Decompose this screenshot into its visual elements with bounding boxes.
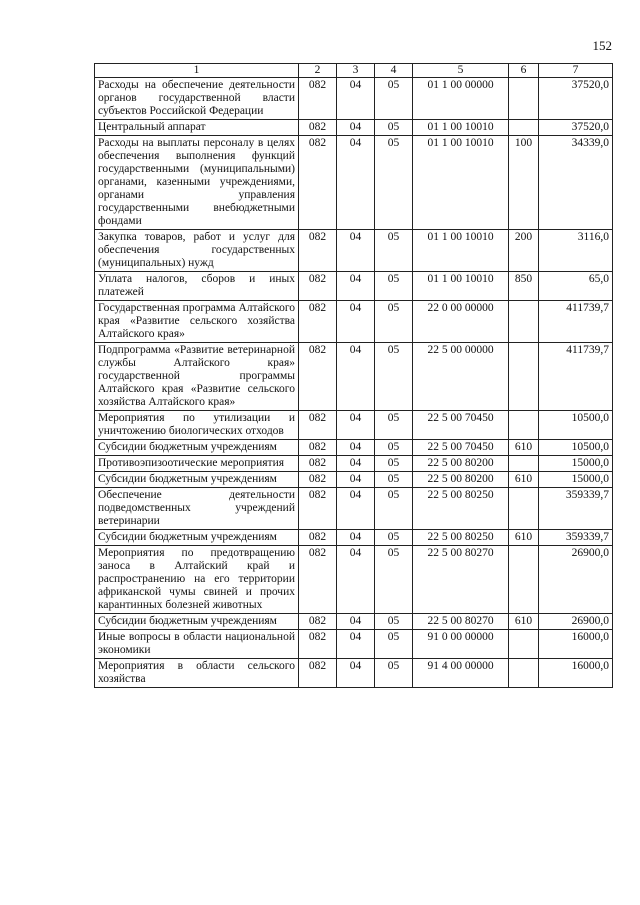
table-row bbox=[95, 614, 613, 630]
row-section-cell: 04 bbox=[337, 136, 375, 230]
row-subsection-cell: 05 bbox=[375, 78, 413, 120]
row-name-cell: Обеспечение деятельности подведомственных учреждений ветеринарии bbox=[95, 488, 299, 530]
row-admin-code-cell: 082 bbox=[299, 120, 337, 136]
table-row bbox=[95, 488, 613, 530]
row-section-cell: 04 bbox=[337, 456, 375, 472]
column-header: 7 bbox=[539, 64, 613, 78]
row-amount-cell: 359339,7 bbox=[539, 488, 613, 530]
row-expense-type-cell bbox=[509, 78, 539, 120]
row-section-cell: 04 bbox=[337, 630, 375, 659]
row-subsection-cell: 05 bbox=[375, 530, 413, 546]
row-admin-code-cell: 082 bbox=[299, 530, 337, 546]
row-amount-cell: 34339,0 bbox=[539, 136, 613, 230]
row-section-cell: 04 bbox=[337, 546, 375, 614]
page-number: 152 bbox=[592, 38, 612, 53]
row-section-cell: 04 bbox=[337, 301, 375, 343]
row-name-cell: Закупка товаров, работ и услуг для обеспечения государственных (муниципальных) нужд bbox=[95, 230, 299, 272]
row-admin-code-cell: 082 bbox=[299, 301, 337, 343]
row-name-cell: Государственная программа Алтайского края «Развитие сельского хозяйства Алтайского края» bbox=[95, 301, 299, 343]
row-target-article-cell: 91 4 00 00000 bbox=[413, 659, 509, 688]
row-expense-type-cell bbox=[509, 343, 539, 411]
header-row bbox=[95, 64, 613, 78]
table-row bbox=[95, 472, 613, 488]
row-section-cell: 04 bbox=[337, 614, 375, 630]
row-admin-code-cell: 082 bbox=[299, 472, 337, 488]
row-name-cell: Иные вопросы в области национальной экономики bbox=[95, 630, 299, 659]
row-expense-type-cell bbox=[509, 411, 539, 440]
row-admin-code-cell: 082 bbox=[299, 411, 337, 440]
row-admin-code-cell: 082 bbox=[299, 630, 337, 659]
row-amount-cell: 359339,7 bbox=[539, 530, 613, 546]
row-admin-code-cell: 082 bbox=[299, 614, 337, 630]
row-target-article-cell: 22 5 00 80270 bbox=[413, 614, 509, 630]
row-expense-type-cell bbox=[509, 659, 539, 688]
row-amount-cell: 65,0 bbox=[539, 272, 613, 301]
table-row bbox=[95, 78, 613, 120]
row-name-cell: Субсидии бюджетным учреждениям bbox=[95, 614, 299, 630]
row-expense-type-cell bbox=[509, 630, 539, 659]
row-admin-code-cell: 082 bbox=[299, 546, 337, 614]
row-section-cell: 04 bbox=[337, 343, 375, 411]
row-admin-code-cell: 082 bbox=[299, 659, 337, 688]
table-row bbox=[95, 659, 613, 688]
row-target-article-cell: 91 0 00 00000 bbox=[413, 630, 509, 659]
row-name-cell: Мероприятия по предотвращению заноса в Алтайский край и распространению на его территории африканской чумы свиней и прочих карантинных болезней животных bbox=[95, 546, 299, 614]
row-expense-type-cell: 610 bbox=[509, 440, 539, 456]
table-row bbox=[95, 630, 613, 659]
table-row bbox=[95, 230, 613, 272]
column-header: 1 bbox=[95, 64, 299, 78]
table-row bbox=[95, 530, 613, 546]
row-name-cell: Подпрограмма «Развитие ветеринарной службы Алтайского края» государственной программы Алтайского края «Развитие сельского хозяйства Алтайского края» bbox=[95, 343, 299, 411]
table-row bbox=[95, 120, 613, 136]
row-target-article-cell: 01 1 00 10010 bbox=[413, 136, 509, 230]
row-amount-cell: 16000,0 bbox=[539, 659, 613, 688]
row-subsection-cell: 05 bbox=[375, 343, 413, 411]
table-row bbox=[95, 411, 613, 440]
row-target-article-cell: 22 5 00 80250 bbox=[413, 488, 509, 530]
row-subsection-cell: 05 bbox=[375, 630, 413, 659]
row-expense-type-cell: 100 bbox=[509, 136, 539, 230]
row-name-cell: Субсидии бюджетным учреждениям bbox=[95, 440, 299, 456]
row-admin-code-cell: 082 bbox=[299, 230, 337, 272]
column-header: 2 bbox=[299, 64, 337, 78]
row-section-cell: 04 bbox=[337, 440, 375, 456]
row-subsection-cell: 05 bbox=[375, 546, 413, 614]
row-target-article-cell: 22 0 00 00000 bbox=[413, 301, 509, 343]
row-admin-code-cell: 082 bbox=[299, 440, 337, 456]
row-target-article-cell: 22 5 00 80270 bbox=[413, 546, 509, 614]
table-row bbox=[95, 272, 613, 301]
row-amount-cell: 10500,0 bbox=[539, 440, 613, 456]
row-expense-type-cell bbox=[509, 301, 539, 343]
row-name-cell: Мероприятия в области сельского хозяйства bbox=[95, 659, 299, 688]
row-amount-cell: 15000,0 bbox=[539, 456, 613, 472]
row-subsection-cell: 05 bbox=[375, 411, 413, 440]
row-target-article-cell: 22 5 00 00000 bbox=[413, 343, 509, 411]
column-header: 6 bbox=[509, 64, 539, 78]
row-section-cell: 04 bbox=[337, 230, 375, 272]
column-header: 5 bbox=[413, 64, 509, 78]
row-amount-cell: 37520,0 bbox=[539, 78, 613, 120]
row-name-cell: Расходы на выплаты персоналу в целях обеспечения выполнения функций государственными (муниципальными) органами, казенными учреждениями, органами управления государственными внебюджетными фондами bbox=[95, 136, 299, 230]
table-row bbox=[95, 546, 613, 614]
row-amount-cell: 15000,0 bbox=[539, 472, 613, 488]
column-header: 3 bbox=[337, 64, 375, 78]
row-expense-type-cell bbox=[509, 546, 539, 614]
row-section-cell: 04 bbox=[337, 659, 375, 688]
row-name-cell: Расходы на обеспечение деятельности органов государственной власти субъектов Российской Федерации bbox=[95, 78, 299, 120]
row-name-cell: Противоэпизоотические мероприятия bbox=[95, 456, 299, 472]
table-row bbox=[95, 343, 613, 411]
row-name-cell: Субсидии бюджетным учреждениям bbox=[95, 472, 299, 488]
row-subsection-cell: 05 bbox=[375, 440, 413, 456]
row-expense-type-cell bbox=[509, 456, 539, 472]
row-target-article-cell: 22 5 00 70450 bbox=[413, 440, 509, 456]
table-row bbox=[95, 301, 613, 343]
row-section-cell: 04 bbox=[337, 272, 375, 301]
row-expense-type-cell: 610 bbox=[509, 472, 539, 488]
row-subsection-cell: 05 bbox=[375, 136, 413, 230]
row-section-cell: 04 bbox=[337, 120, 375, 136]
row-subsection-cell: 05 bbox=[375, 614, 413, 630]
row-subsection-cell: 05 bbox=[375, 472, 413, 488]
row-section-cell: 04 bbox=[337, 411, 375, 440]
table-row bbox=[95, 456, 613, 472]
row-section-cell: 04 bbox=[337, 472, 375, 488]
row-subsection-cell: 05 bbox=[375, 659, 413, 688]
row-target-article-cell: 22 5 00 80200 bbox=[413, 472, 509, 488]
row-section-cell: 04 bbox=[337, 530, 375, 546]
row-section-cell: 04 bbox=[337, 78, 375, 120]
row-section-cell: 04 bbox=[337, 488, 375, 530]
row-target-article-cell: 22 5 00 70450 bbox=[413, 411, 509, 440]
row-admin-code-cell: 082 bbox=[299, 343, 337, 411]
row-subsection-cell: 05 bbox=[375, 301, 413, 343]
table-row bbox=[95, 440, 613, 456]
row-admin-code-cell: 082 bbox=[299, 78, 337, 120]
row-target-article-cell: 01 1 00 00000 bbox=[413, 78, 509, 120]
row-expense-type-cell bbox=[509, 120, 539, 136]
column-header: 4 bbox=[375, 64, 413, 78]
row-subsection-cell: 05 bbox=[375, 230, 413, 272]
row-amount-cell: 16000,0 bbox=[539, 630, 613, 659]
row-amount-cell: 3116,0 bbox=[539, 230, 613, 272]
row-amount-cell: 26900,0 bbox=[539, 546, 613, 614]
row-amount-cell: 411739,7 bbox=[539, 343, 613, 411]
row-target-article-cell: 01 1 00 10010 bbox=[413, 120, 509, 136]
row-amount-cell: 411739,7 bbox=[539, 301, 613, 343]
row-expense-type-cell bbox=[509, 488, 539, 530]
budget-table bbox=[94, 63, 613, 688]
row-amount-cell: 37520,0 bbox=[539, 120, 613, 136]
row-name-cell: Мероприятия по утилизации и уничтожению биологических отходов bbox=[95, 411, 299, 440]
row-admin-code-cell: 082 bbox=[299, 456, 337, 472]
row-target-article-cell: 01 1 00 10010 bbox=[413, 230, 509, 272]
row-subsection-cell: 05 bbox=[375, 488, 413, 530]
row-admin-code-cell: 082 bbox=[299, 272, 337, 301]
row-expense-type-cell: 850 bbox=[509, 272, 539, 301]
row-amount-cell: 26900,0 bbox=[539, 614, 613, 630]
row-subsection-cell: 05 bbox=[375, 272, 413, 301]
row-expense-type-cell: 200 bbox=[509, 230, 539, 272]
row-name-cell: Центральный аппарат bbox=[95, 120, 299, 136]
row-admin-code-cell: 082 bbox=[299, 136, 337, 230]
row-subsection-cell: 05 bbox=[375, 120, 413, 136]
row-target-article-cell: 01 1 00 10010 bbox=[413, 272, 509, 301]
row-subsection-cell: 05 bbox=[375, 456, 413, 472]
row-target-article-cell: 22 5 00 80200 bbox=[413, 456, 509, 472]
row-name-cell: Уплата налогов, сборов и иных платежей bbox=[95, 272, 299, 301]
row-name-cell: Субсидии бюджетным учреждениям bbox=[95, 530, 299, 546]
row-amount-cell: 10500,0 bbox=[539, 411, 613, 440]
row-admin-code-cell: 082 bbox=[299, 488, 337, 530]
row-target-article-cell: 22 5 00 80250 bbox=[413, 530, 509, 546]
row-expense-type-cell: 610 bbox=[509, 614, 539, 630]
table-row bbox=[95, 136, 613, 230]
row-expense-type-cell: 610 bbox=[509, 530, 539, 546]
